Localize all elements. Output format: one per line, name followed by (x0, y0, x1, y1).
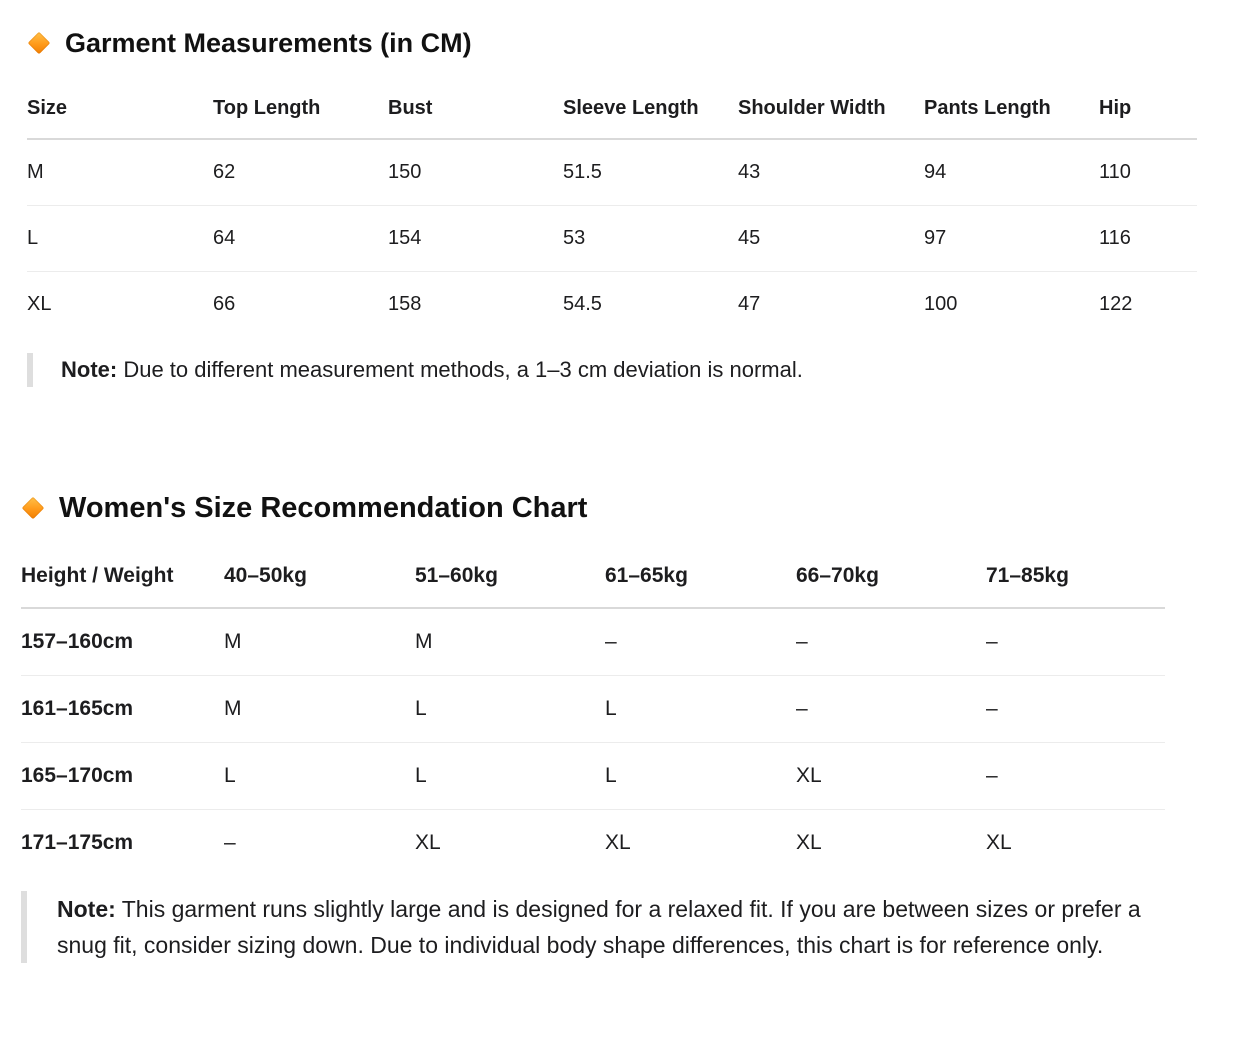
table-row (21, 810, 1165, 877)
table-cell: – (796, 676, 986, 743)
column-header: 51–60kg (415, 545, 605, 608)
table-cell: L (605, 743, 796, 810)
table-row (27, 206, 1197, 272)
table-cell: 53 (563, 206, 738, 272)
table-cell: XL (415, 831, 441, 854)
table-cell: 66 (213, 293, 236, 315)
row-header: 165–170cm (21, 743, 224, 810)
column-header: 61–65kg (605, 545, 796, 608)
table-cell: – (796, 608, 986, 676)
table-cell: 150 (388, 139, 563, 206)
table-cell: 94 (924, 139, 1099, 206)
note-label: Note: (61, 357, 118, 382)
table-cell: – (986, 676, 1165, 743)
table-header-row (21, 545, 1165, 608)
table-cell: 43 (738, 139, 924, 206)
table-cell: 116 (1099, 206, 1197, 272)
table-cell: 51.5 (563, 139, 738, 206)
column-header: 40–50kg (224, 545, 415, 608)
table-cell: L (27, 206, 213, 272)
garment-measurements-title: Garment Measurements (in CM) (65, 27, 472, 58)
table-cell: 64 (213, 206, 388, 272)
note-text: This garment runs slightly large and is designed for a relaxed fit. If you are between sizes or prefer a snug fit, consider sizing down. Due to individual body shape differences, this chart is for reference only. (57, 896, 1141, 958)
table-cell: XL (27, 293, 52, 315)
table-cell: L (224, 743, 415, 810)
table-cell: 100 (924, 293, 958, 315)
table-cell: 45 (738, 206, 924, 272)
womens-size-chart-heading (21, 487, 1165, 529)
table-cell: M (415, 608, 605, 676)
column-header: 66–70kg (796, 545, 986, 608)
note-label: Note: (57, 896, 116, 922)
table-cell: 122 (1099, 293, 1133, 315)
table-cell: 110 (1099, 139, 1197, 206)
column-header: Hip (1099, 78, 1197, 139)
table-cell: 54.5 (563, 293, 602, 315)
womens-size-chart-section (21, 487, 1165, 876)
table-cell: L (415, 676, 605, 743)
column-header: Top Length (213, 78, 388, 139)
garment-measurements-heading (27, 22, 1197, 64)
row-header: 157–160cm (21, 608, 224, 676)
fit-note (21, 891, 1157, 963)
table-cell: 47 (738, 293, 761, 315)
table-row (27, 272, 1197, 338)
column-header: Shoulder Width (738, 78, 924, 139)
womens-size-chart-table (21, 545, 1165, 876)
row-header: 161–165cm (21, 676, 224, 743)
table-row (27, 139, 1197, 206)
garment-measurements-table (27, 78, 1197, 337)
table-cell: XL (796, 743, 986, 810)
column-header: Bust (388, 78, 563, 139)
column-header: Sleeve Length (563, 78, 738, 139)
table-header-row (27, 78, 1197, 139)
table-cell: – (605, 608, 796, 676)
table-cell: – (224, 831, 236, 854)
table-cell: 97 (924, 206, 1099, 272)
table-cell: 154 (388, 206, 563, 272)
orange-diamond-icon (22, 497, 45, 520)
garment-measurements-section (27, 22, 1197, 337)
table-row (21, 608, 1165, 676)
table-cell: – (986, 608, 1165, 676)
table-cell: M (27, 139, 213, 206)
table-row (21, 743, 1165, 810)
table-row (21, 676, 1165, 743)
table-cell: L (415, 743, 605, 810)
table-cell: M (224, 676, 415, 743)
table-cell: 158 (388, 293, 422, 315)
column-header: 71–85kg (986, 545, 1165, 608)
column-header: Height / Weight (21, 545, 224, 608)
table-cell: XL (605, 831, 631, 854)
table-cell: XL (986, 831, 1012, 854)
table-cell: XL (796, 831, 822, 854)
table-cell: 62 (213, 139, 388, 206)
row-header: 171–175cm (21, 831, 134, 854)
table-cell: – (986, 743, 1165, 810)
table-cell: L (605, 676, 796, 743)
womens-size-chart-title: Women's Size Recommendation Chart (59, 491, 588, 524)
note-text: Due to different measurement methods, a 1–3 cm deviation is normal. (117, 357, 803, 382)
column-header: Pants Length (924, 78, 1099, 139)
column-header: Size (27, 78, 213, 139)
orange-diamond-icon (28, 32, 51, 55)
measurement-note (27, 353, 1211, 387)
table-cell: M (224, 608, 415, 676)
